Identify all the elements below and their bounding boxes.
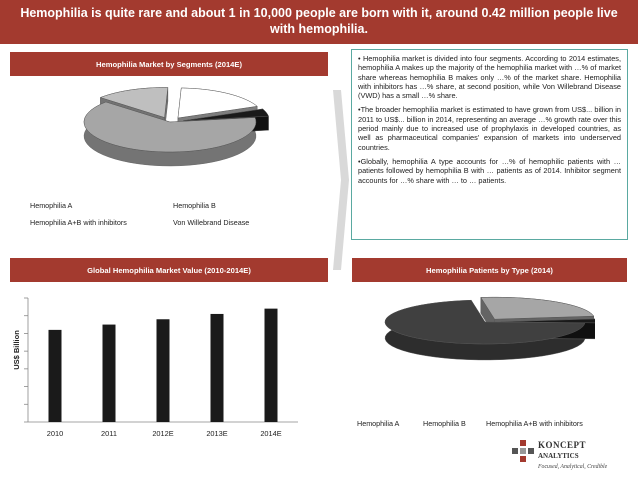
patients-slice [481,297,594,319]
logo-name: KONCEPT [538,440,587,450]
insights-text-box [351,49,628,240]
x-tick-label: 2011 [101,429,117,438]
insight-paragraph: • Hemophilia market is divided into four segments. According to 2014 estimates, hemophilia A makes up the majority of the hemophilia market with …% of market share whereas hemophilia B makes only …% of the market share. Hemophilia with inhibitors has …% share, at second position, while Von Willebrand Disease (VWD) has a small …% share. [358,54,621,101]
segments-panel-header [10,52,328,76]
legend-hemophilia-a: Hemophilia A [30,201,73,210]
value-panel-header [10,258,328,282]
patients-panel-header [352,258,627,282]
logo-tagline: Focused, Analytical, Credible [538,464,608,470]
bar-2014E [265,309,278,422]
segments-pie-chart [70,82,270,192]
bar-2010 [49,330,62,422]
logo-subname: ANALYTICS [538,452,579,460]
insight-paragraph: •Globally, hemophilia A type accounts for …% of hemophilic patients with … patients followed by hemophilia B with … patients as of 2014. Inhibitor segment accounts for …% share with … to … patients. [358,156,621,185]
x-tick-label: 2012E [152,429,174,438]
bar-2012E [157,319,170,422]
legend-hemophilia-b: Hemophilia B [173,201,216,210]
legend-vwd: Von Willebrand Disease [173,218,250,227]
legend-patients-hemophilia-a: Hemophilia A [357,419,400,428]
logo-mark-icon [512,440,534,470]
insight-paragraph: •The broader hemophilia market is estimated to have grown from US$... billion in 2011 to US$... billion in 2014, representing an average …% growth rate over this period mainly due to increased use of prophylaxis in developed countries, as well as pharmaceutical companies' expansion of markets into underserved countries. [358,105,621,152]
market-value-bar-chart [0,284,330,459]
bar-2013E [211,314,224,422]
patients-panel-title: Hemophilia Patients by Type (2014) [426,265,553,275]
y-axis-label: US$ Billion [12,330,21,370]
legend-patients-hemophilia-b: Hemophilia B [423,419,466,428]
legend-patients-inhibitors: Hemophilia A+B with inhibitors [486,419,583,428]
patients-pie-chart [345,286,595,396]
segments-panel-title: Hemophilia Market by Segments (2014E) [95,59,243,69]
legend-inhibitors: Hemophilia A+B with inhibitors [30,218,127,227]
x-tick-label: 2013E [206,429,228,438]
value-panel-title: Global Hemophilia Market Value (2010-2014E) [87,265,251,275]
x-tick-label: 2014E [260,429,282,438]
title-bar [0,0,638,44]
chevron-right-arrow [331,90,351,270]
x-tick-label: 2010 [46,429,64,438]
company-logo [512,438,632,474]
bar-2011 [103,325,116,422]
page-title: Hemophilia is quite rare and about 1 in 10,000 people are born with it, around 0.42 million people live with hemophilia. [20,6,618,36]
